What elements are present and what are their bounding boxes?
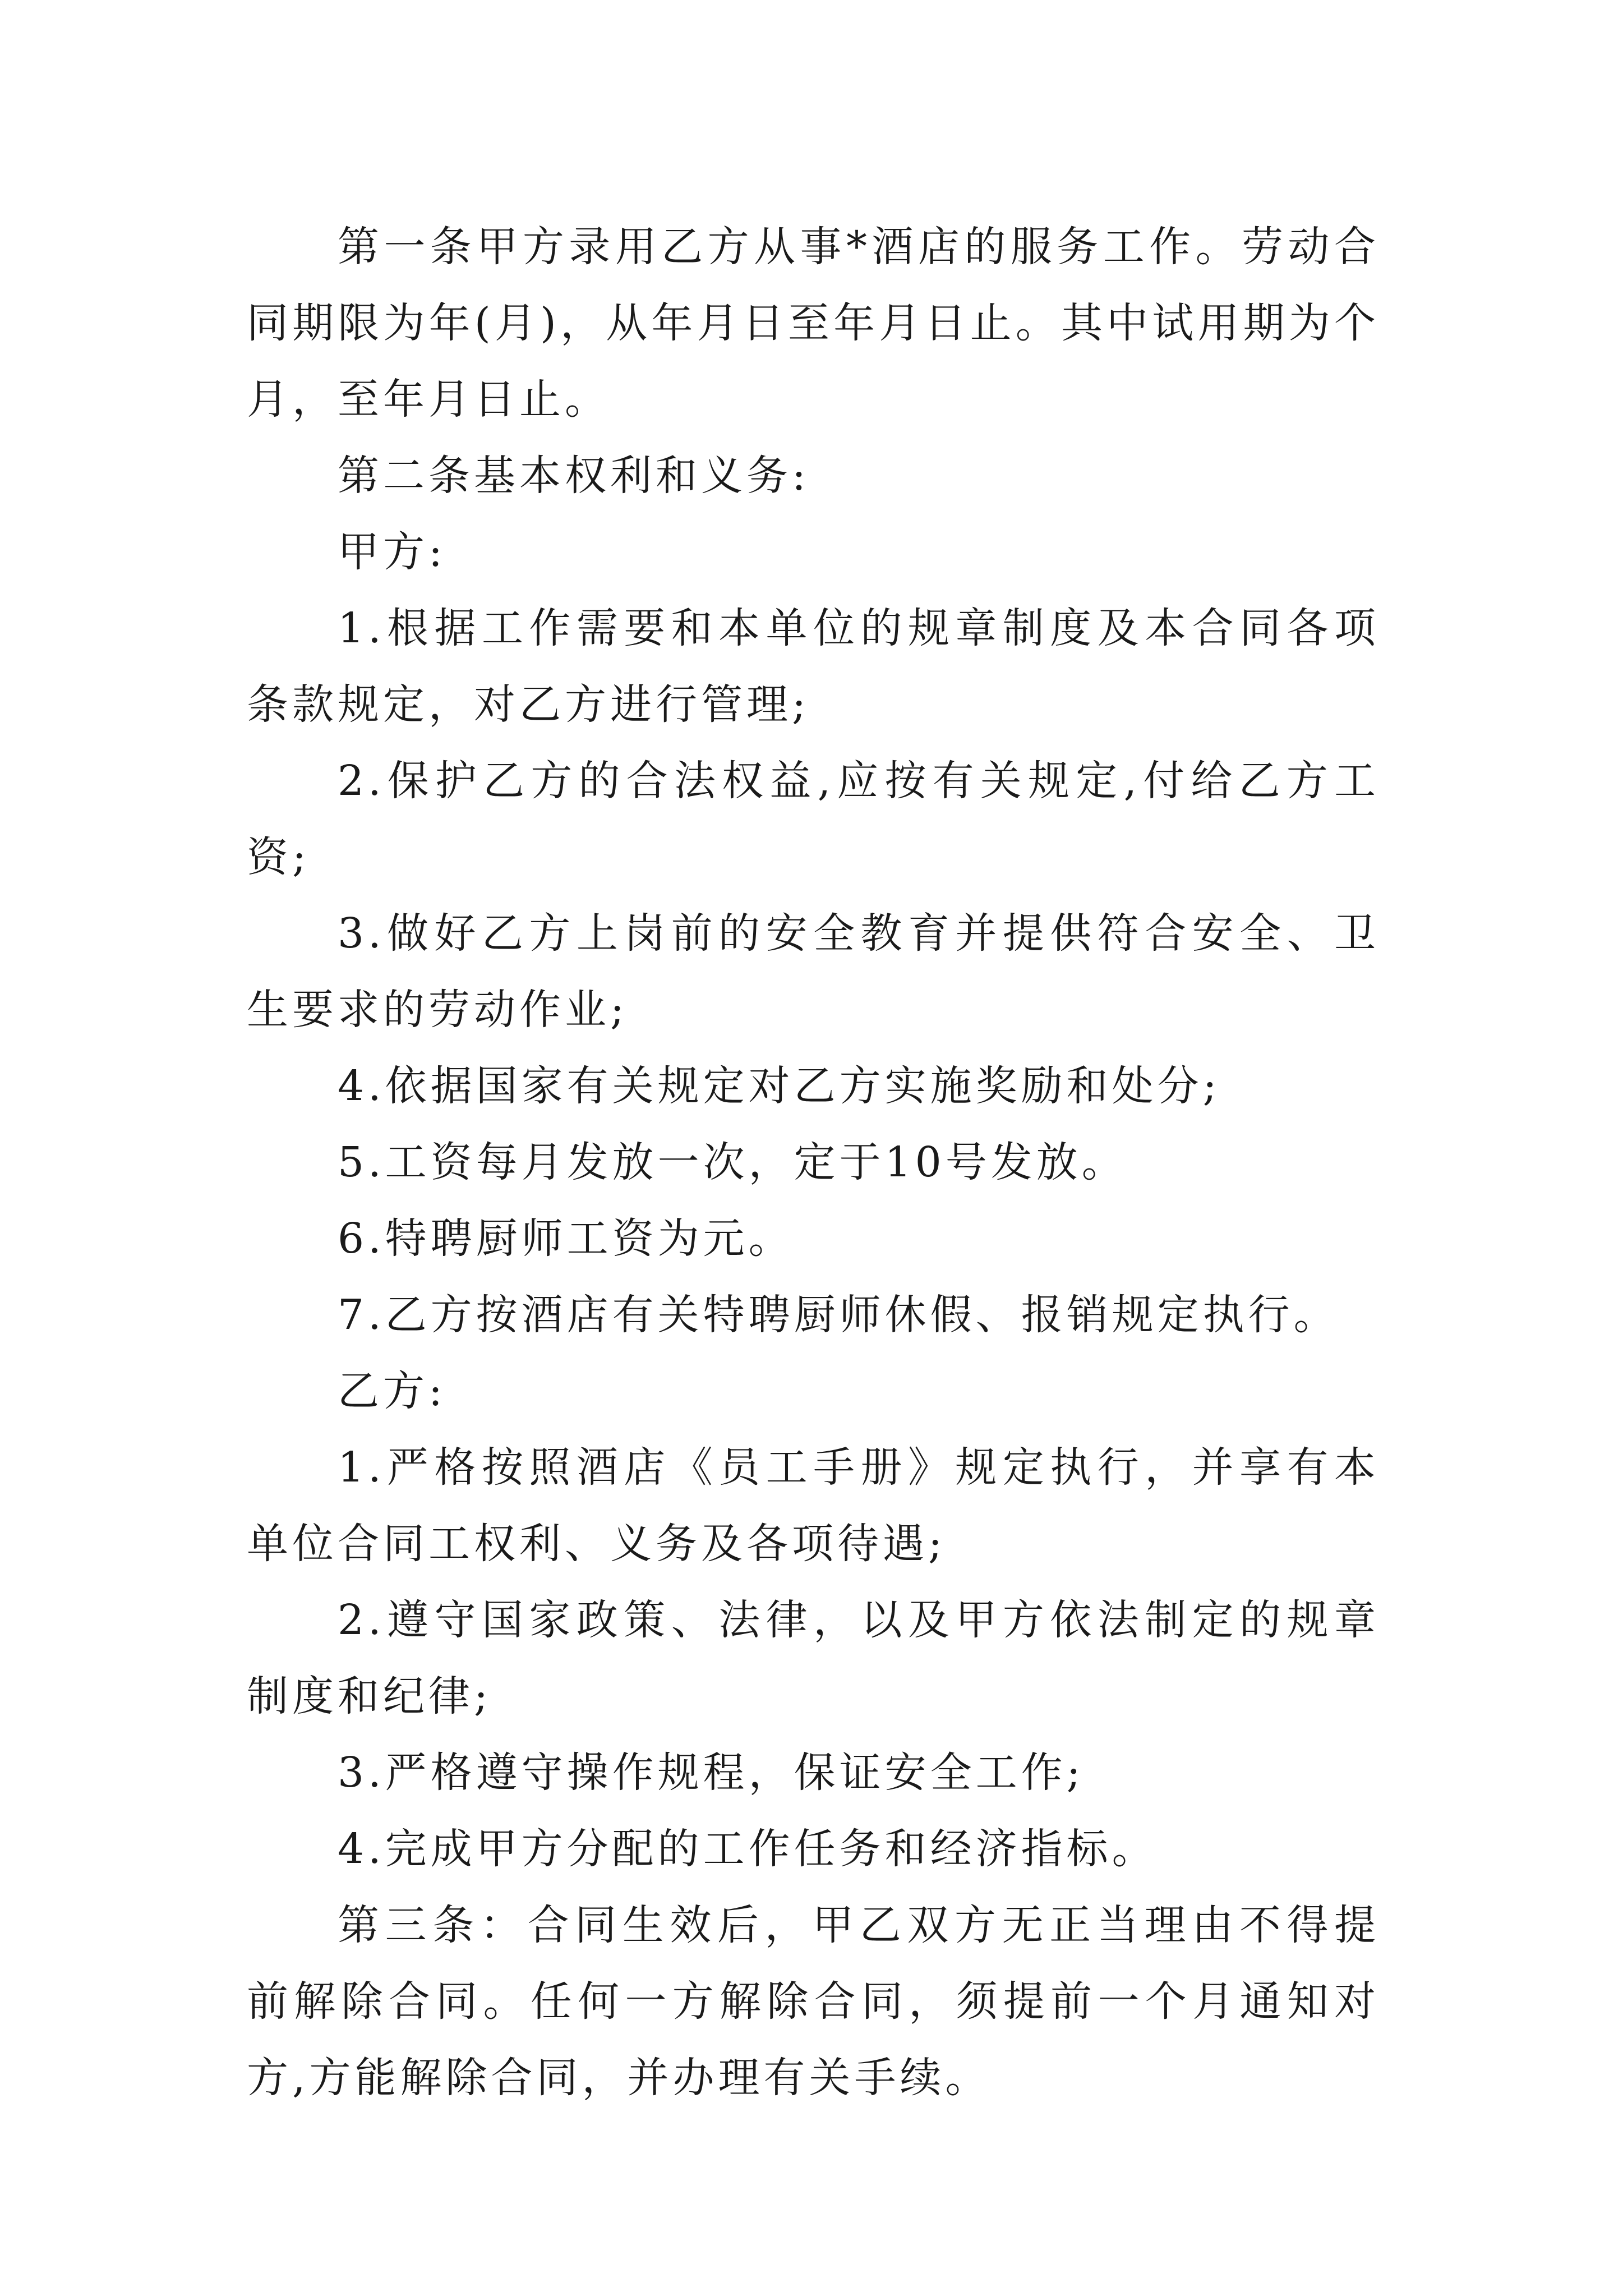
party-b-item-2: 2.遵守国家政策、法律，以及甲方依法制定的规章制度和纪律; — [247, 1596, 1380, 1720]
party-a-item-3: 3.做好乙方上岗前的安全教育并提供符合安全、卫生要求的劳动作业; — [247, 909, 1380, 1034]
party-a-item-7: 7.乙方按酒店有关特聘厨师休假、报销规定执行。 — [338, 1291, 1339, 1339]
party-a-heading: 甲方: — [338, 528, 446, 576]
document-body — [247, 209, 1380, 2116]
party-a-item-4: 4.依据国家有关规定对乙方实施奖励和处分; — [338, 1062, 1221, 1110]
party-a-item-5: 5.工资每月发放一次，定于10号发放。 — [338, 1138, 1127, 1186]
party-a-item-6: 6.特聘厨师工资为元。 — [338, 1214, 794, 1263]
party-a-item-1: 1.根据工作需要和本单位的规章制度及本合同各项条款规定，对乙方进行管理; — [247, 604, 1380, 729]
article-3-paragraph: 第三条：合同生效后，甲乙双方无正当理由不得提前解除合同。任何一方解除合同，须提前一个月通知对方,方能解除合同，并办理有关手续。 — [247, 1901, 1380, 2102]
article-1-paragraph: 第一条甲方录用乙方从事*酒店的服务工作。劳动合同期限为年(月)，从年月日至年月日止。其中试用期为个月，至年月日止。 — [247, 223, 1380, 424]
party-b-item-1: 1.严格按照酒店《员工手册》规定执行，并享有本单位合同工权利、义务及各项待遇; — [247, 1443, 1380, 1568]
party-b-heading: 乙方: — [338, 1367, 446, 1415]
party-a-item-2: 2.保护乙方的合法权益,应按有关规定,付给乙方工资; — [247, 757, 1380, 881]
party-b-item-3: 3.严格遵守操作规程，保证安全工作; — [338, 1749, 1085, 1797]
article-2-heading: 第二条基本权利和义务: — [338, 452, 810, 500]
party-b-item-4: 4.完成甲方分配的工作任务和经济指标。 — [338, 1825, 1158, 1873]
